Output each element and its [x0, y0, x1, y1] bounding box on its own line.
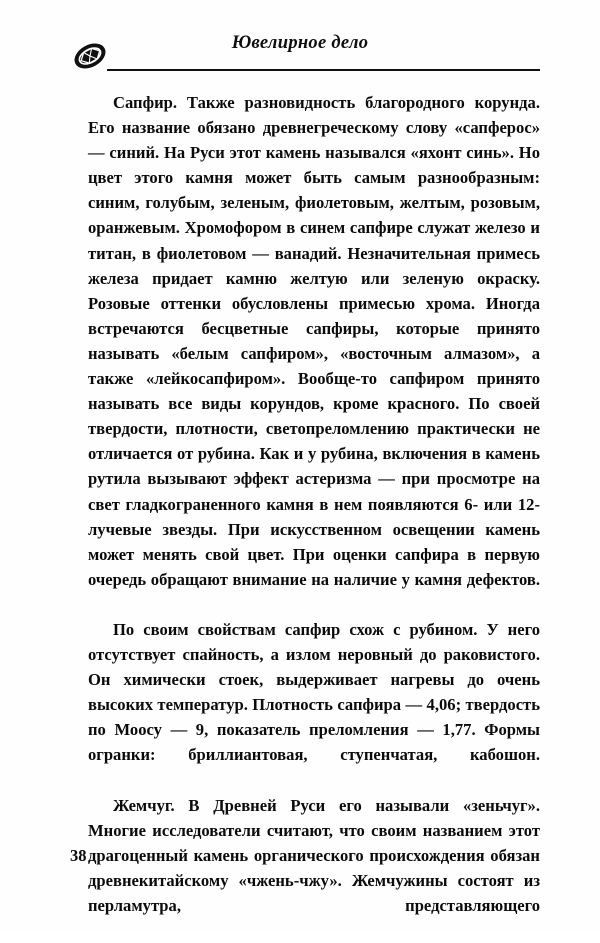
running-head — [0, 33, 600, 79]
paragraph-sapphire-2: По своим свойствам сапфир схож с рубином. У него отсутствует спайность, а излом неровный до раковистого. Он химически стоек, выдерживает нагревы до очень высоких температур. Плотность сапфира — 4,06; твердость по Моосу — 9, показатель преломления — 1,77. Формы огранки: бриллиантовая, ступенчатая, кабошон. — [88, 619, 540, 765]
page-title: Ювелирное дело — [231, 33, 369, 53]
header-divider — [107, 69, 540, 71]
paragraph-sapphire-1: Сапфир. Также разновидность благородного корунда. Его название обязано древнегреческому слову «сапферос» — синий. На Руси этот камень назывался «яхонт синь». Но цвет этого камня может быть самым разнообразным: синим, голубым, зеленым, фиолетовым, желтым, розовым, оранжевым. Хромофором в синем сапфире служат железо и титан, в фиолетовом — ванадий. Незначительная примесь железа придает камню желтую или зеленую окраску. Розовые оттенки обусловлены примесью хрома. Иногда встречаются бесцветные сапфиры, которые принято называть «белым сапфиром», «восточным алмазом», а также «лейкосапфиром». Вообще-то сапфиром принято называть все виды корундов, кроме красного. По своей твердости, плотности, светопреломлению практически не отличается от рубина. Как и у рубина, включения в камень рутила вызывают эффект астеризма — при просмотре на свет гладкограненного камня в нем появляются 6- или 12-лучевые звезды. При искусственном освещении камень может менять свой цвет. При оценки сапфира в первую очередь обращают внимание на наличие у камня дефектов. — [88, 93, 540, 589]
page-number: 38 — [70, 846, 87, 865]
page-body — [88, 90, 540, 943]
paragraph-pearl-1: Жемчуг. В Древней Руси его называли «зеньчуг». Многие исследователи считают, что своим названием этот драгоценный камень органического происхождения обязан древнекитайскому «чжень-чжу». Жемчужины состоят из перламутра, представляющего — [88, 795, 540, 915]
